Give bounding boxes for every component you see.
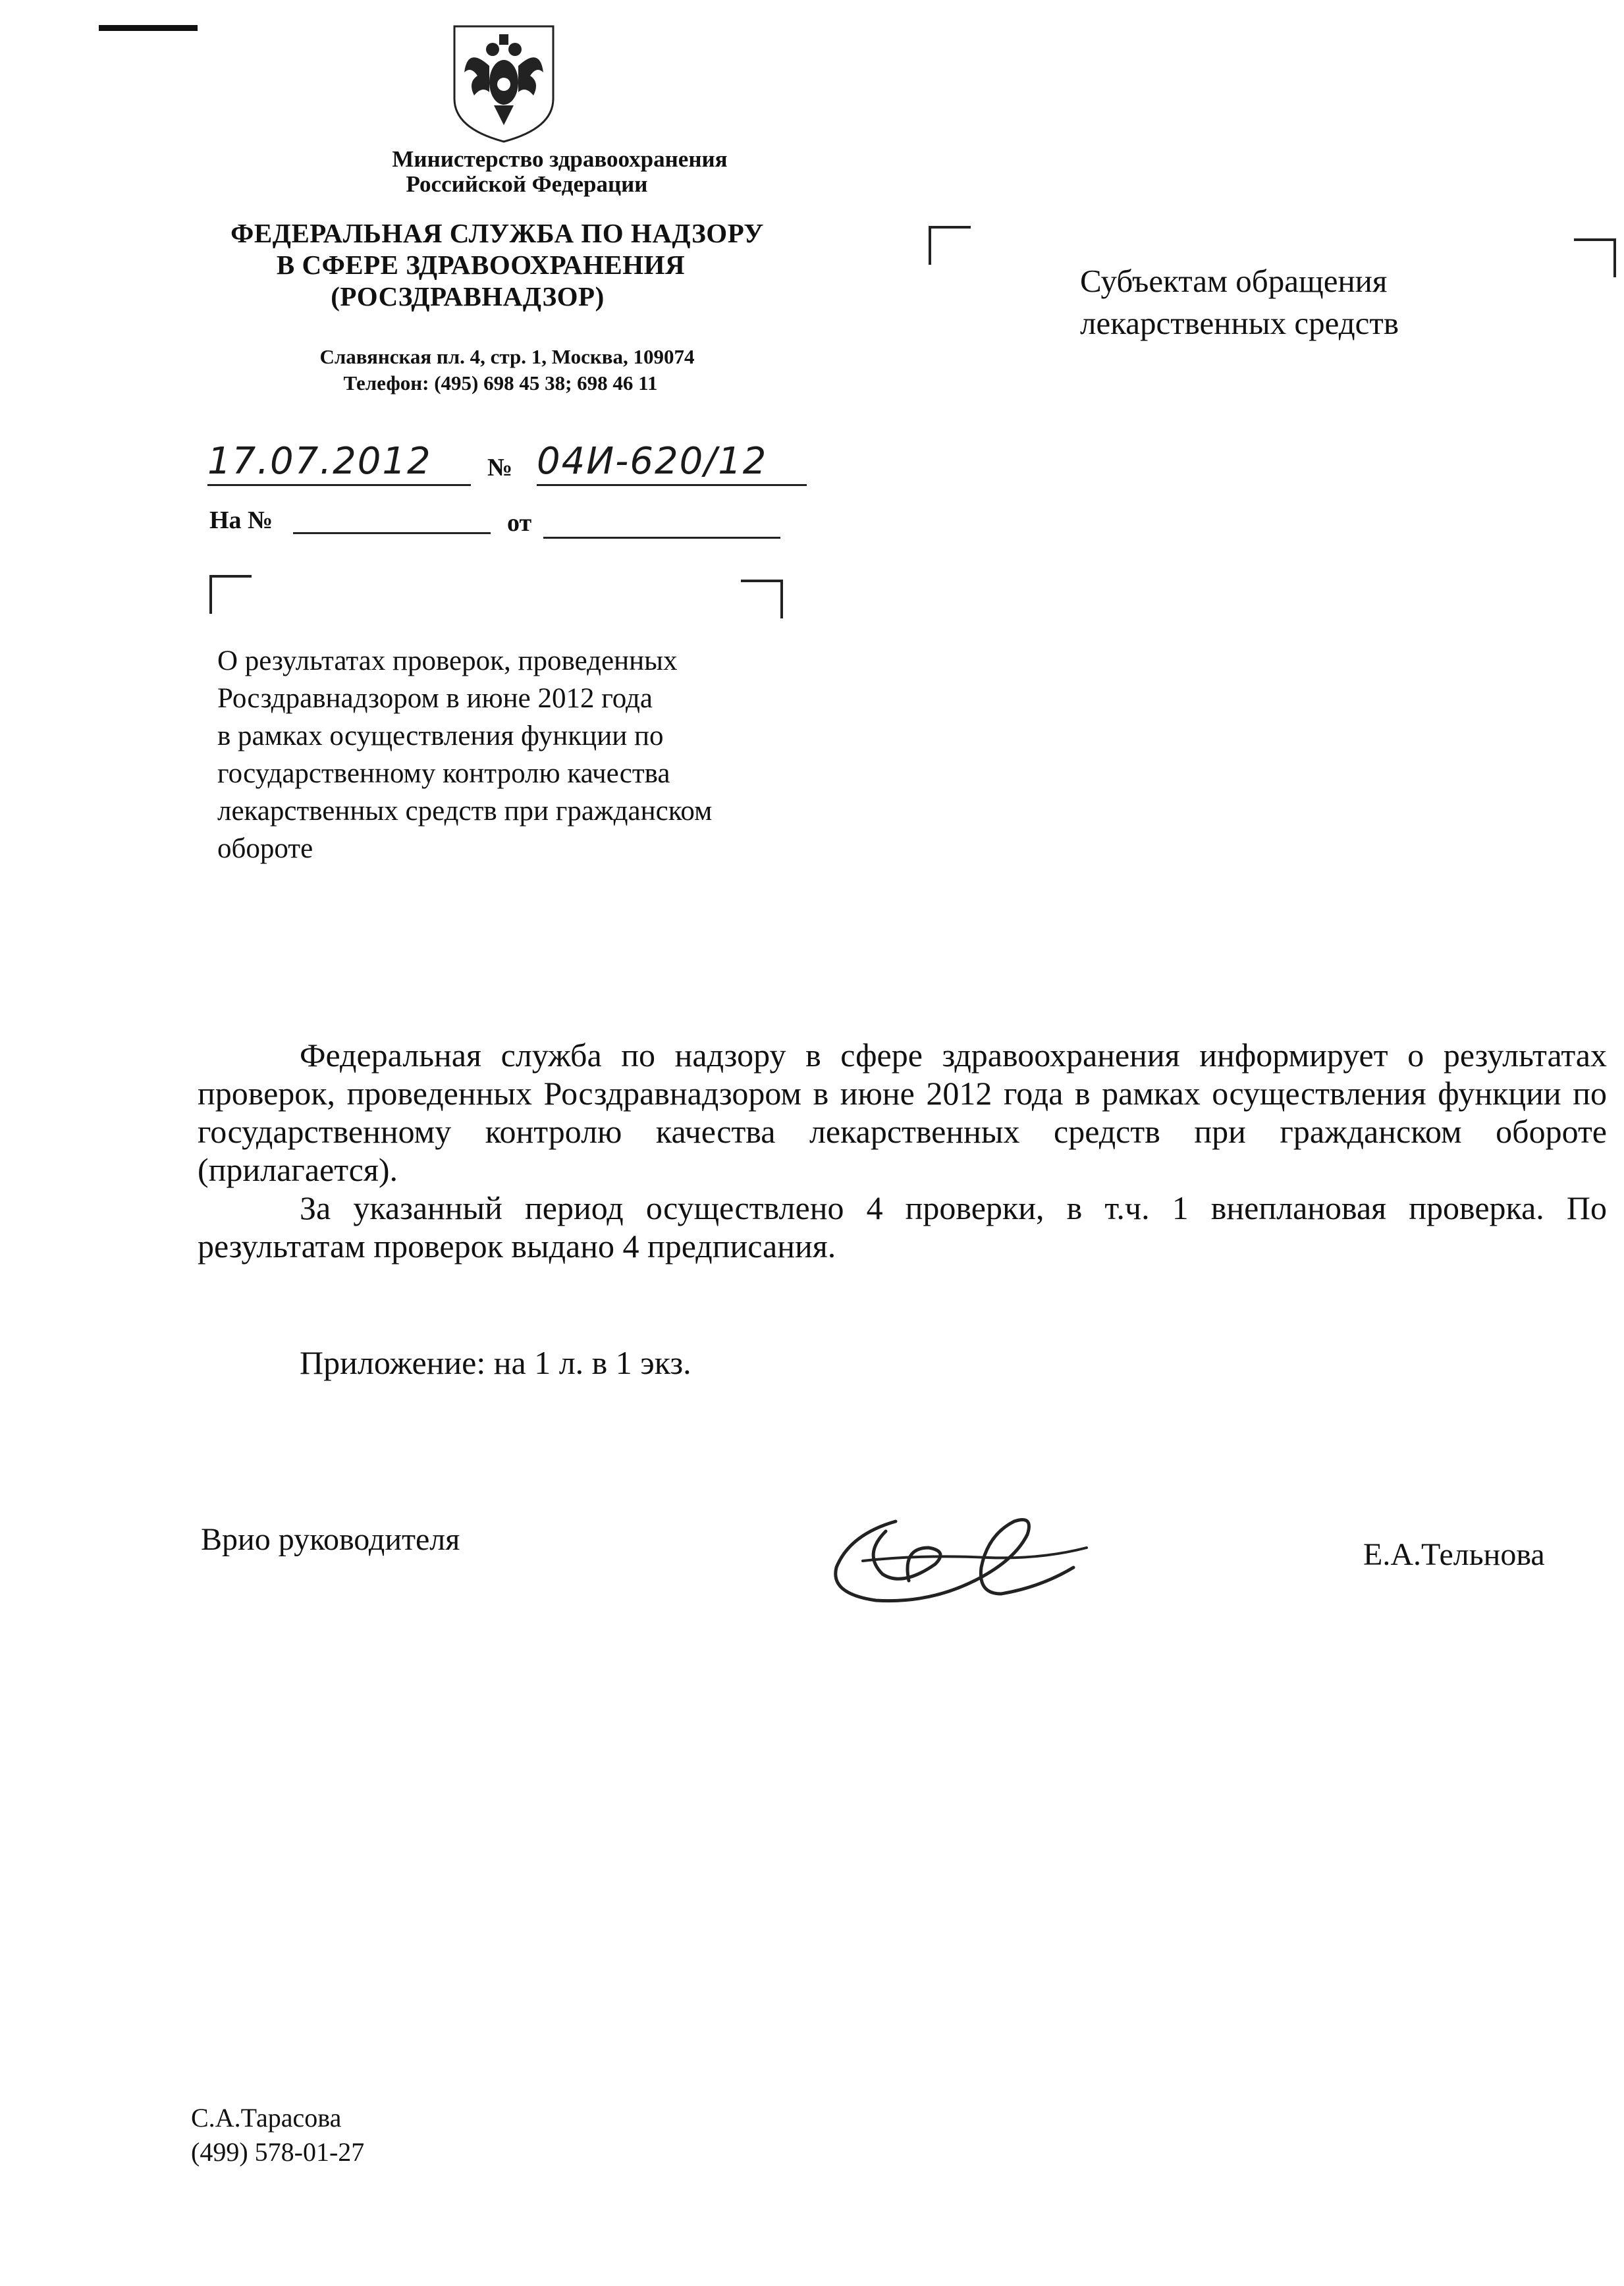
ref-date-line (543, 537, 780, 539)
letter-body (198, 1036, 1607, 1265)
ref-number-label: На № (209, 506, 273, 534)
contact-name: С.А.Тарасова (191, 2103, 342, 2133)
handwritten-signature (823, 1495, 1106, 1614)
subject-corner-right (741, 580, 783, 618)
service-line-3: (РОСЗДРАВНАДЗОР) (331, 281, 605, 312)
subject-line-2: Росздравнадзором в июне 2012 года (217, 683, 653, 714)
addressee-line-1: Субъектам обращения (1080, 263, 1388, 299)
reg-number-line (537, 484, 807, 486)
ministry-line-1: Министерство здравоохранения (392, 146, 728, 172)
subject-line-4: государственному контролю качества (217, 758, 670, 789)
addressee-corner-left (929, 226, 971, 265)
top-mark (99, 25, 198, 31)
contact-phone: (499) 578-01-27 (191, 2137, 365, 2167)
reg-number: 04И-620/12 (537, 440, 768, 483)
service-line-1: ФЕДЕРАЛЬНАЯ СЛУЖБА ПО НАДЗОРУ (230, 218, 764, 248)
ref-number-line (293, 532, 491, 534)
subject-line-5: лекарственных средств при гражданском (217, 796, 713, 827)
service-line-2: В СФЕРЕ ЗДРАВООХРАНЕНИЯ (276, 250, 686, 280)
subject-line-6: обороте (217, 833, 313, 864)
addressee (1080, 260, 1399, 344)
reg-number-label: № (487, 454, 513, 481)
addressee-corner-right (1574, 238, 1616, 277)
signatory-position: Врио руководителя (201, 1522, 460, 1557)
body-paragraph-1: Федеральная служба по надзору в сфере здравоохранения информирует о результатах проверок, проведенных Росздравнадзором в июне 2012 года в рамках осуществления функции по государственному контролю качества лекарственных средств при гражданском обороте (прилагается). (198, 1037, 1607, 1188)
reg-date-line (207, 484, 471, 486)
addressee-line-2: лекарственных средств (1080, 305, 1399, 341)
subject-corner-left (209, 575, 252, 614)
subject-line-3: в рамках осуществления функции по (217, 721, 664, 751)
header-address: Славянская пл. 4, стр. 1, Москва, 109074 (319, 345, 695, 368)
ref-from-label: от (507, 509, 532, 537)
attachment-note: Приложение: на 1 л. в 1 экз. (300, 1344, 691, 1381)
signatory-name: Е.А.Тельнова (1363, 1537, 1545, 1572)
subject-line-1: О результатах проверок, проведенных (217, 645, 678, 676)
subject (217, 642, 850, 867)
ministry-line-2: Российской Федерации (406, 171, 648, 197)
contact (191, 2101, 364, 2169)
coat-of-arms-emblem (441, 20, 566, 145)
header-phone: Телефон: (495) 698 45 38; 698 46 11 (343, 371, 658, 395)
body-paragraph-2: За указанный период осуществлено 4 проверки, в т.ч. 1 внеплановая проверка. По результатам проверок выдано 4 предписания. (198, 1189, 1607, 1265)
reg-date: 17.07.2012 (207, 440, 432, 483)
